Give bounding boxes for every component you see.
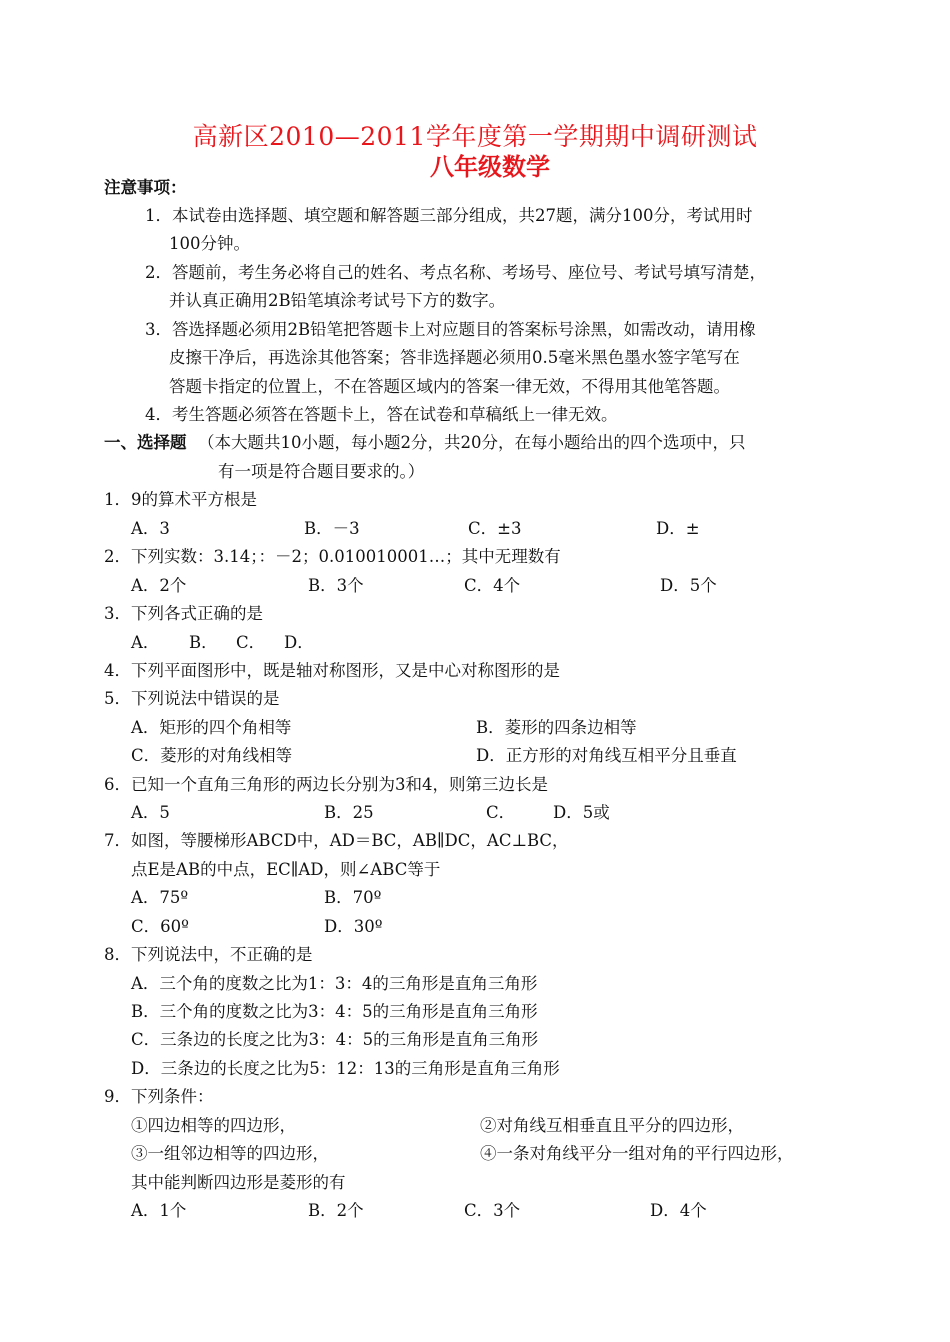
q9-option-b: B．2个 bbox=[308, 1201, 364, 1220]
q9-condition-4: ④一条对角线平分一组对角的平行四边形， bbox=[480, 1144, 794, 1163]
q9-condition-2: ②对角线互相垂直且平分的四边形， bbox=[480, 1116, 744, 1135]
q3-option-d: D． bbox=[284, 633, 314, 652]
q9-option-d: D．4个 bbox=[650, 1201, 707, 1220]
section-1-desc-line-1: （本大题共10小题，每小题2分，共20分，在每小题给出的四个选项中，只 bbox=[198, 433, 746, 452]
q7-option-a: A．75º bbox=[131, 888, 189, 907]
q9-stem: 9．下列条件： bbox=[104, 1087, 214, 1106]
q1-option-c: C．±3 bbox=[468, 519, 522, 538]
q1-option-d: D．± bbox=[656, 519, 700, 538]
exam-subtitle: 八年级数学 bbox=[430, 152, 550, 181]
q4-stem: 4．下列平面图形中，既是轴对称图形，又是中心对称图形的是 bbox=[104, 661, 560, 680]
q5-option-b: B．菱形的四条边相等 bbox=[476, 718, 637, 737]
q2-option-d: D．5个 bbox=[660, 576, 717, 595]
q3-stem: 3．下列各式正确的是 bbox=[104, 604, 263, 623]
note-3-line-3: 答题卡指定的位置上，不在答题区域内的答案一律无效，不得用其他笔答题。 bbox=[169, 377, 730, 396]
q6-option-a: A．5 bbox=[131, 803, 170, 822]
q8-option-d: D．三条边的长度之比为5：12：13的三角形是直角三角形 bbox=[131, 1059, 560, 1078]
q9-option-c: C．3个 bbox=[464, 1201, 521, 1220]
q9-condition-1: ①四边相等的四边形， bbox=[131, 1116, 296, 1135]
q3-option-a: A． bbox=[131, 633, 160, 652]
section-1-desc-line-2: 有一项是符合题目要求的。） bbox=[218, 462, 425, 481]
q3-option-b: B． bbox=[189, 633, 218, 652]
q8-option-c: C．三条边的长度之比为3：4：5的三角形是直角三角形 bbox=[131, 1030, 539, 1049]
q5-option-a: A．矩形的四个角相等 bbox=[131, 718, 292, 737]
q7-option-c: C．60º bbox=[131, 917, 189, 936]
q2-option-c: C．4个 bbox=[464, 576, 521, 595]
q1-option-b: B．－3 bbox=[304, 519, 360, 538]
q3-option-c: C． bbox=[236, 633, 266, 652]
note-2-line-2: 并认真正确用2B铅笔填涂考试号下方的数字。 bbox=[169, 291, 506, 310]
q9-condition-3: ③一组邻边相等的四边形， bbox=[131, 1144, 329, 1163]
q8-option-b: B．三个角的度数之比为3：4：5的三角形是直角三角形 bbox=[131, 1002, 538, 1021]
q6-option-d: D．5或 bbox=[553, 803, 610, 822]
note-4: 4．考生答题必须答在答题卡上，答在试卷和草稿纸上一律无效。 bbox=[145, 405, 618, 424]
note-3-line-2: 皮擦干净后，再选涂其他答案；答非选择题必须用0.5毫米黑色墨水签字笔写在 bbox=[169, 348, 740, 367]
q7-stem-line-2: 点E是AB的中点，EC∥AD，则∠ABC等于 bbox=[131, 860, 441, 879]
note-2-line-1: 2．答题前，考生务必将自己的姓名、考点名称、考场号、座位号、考试号填写清楚， bbox=[145, 263, 766, 282]
q9-tail: 其中能判断四边形是菱形的有 bbox=[131, 1173, 346, 1192]
q9-option-a: A．1个 bbox=[131, 1201, 187, 1220]
q2-option-b: B．3个 bbox=[308, 576, 364, 595]
q2-option-a: A．2个 bbox=[131, 576, 187, 595]
notes-heading: 注意事项： bbox=[104, 178, 187, 197]
q7-option-d: D．30º bbox=[324, 917, 383, 936]
q5-stem: 5．下列说法中错误的是 bbox=[104, 689, 280, 708]
q5-option-d: D．正方形的对角线互相平分且垂直 bbox=[476, 746, 737, 765]
q1-stem: 1．9的算术平方根是 bbox=[104, 490, 257, 509]
section-1-heading: 一、选择题 bbox=[104, 433, 187, 452]
q8-stem: 8．下列说法中，不正确的是 bbox=[104, 945, 313, 964]
q6-option-c: C． bbox=[486, 803, 516, 822]
note-1-line-1: 1．本试卷由选择题、填空题和解答题三部分组成，共27题，满分100分，考试用时 bbox=[145, 206, 753, 225]
q8-option-a: A．三个角的度数之比为1：3：4的三角形是直角三角形 bbox=[131, 974, 538, 993]
q6-option-b: B．25 bbox=[324, 803, 374, 822]
note-3-line-1: 3．答选择题必须用2B铅笔把答题卡上对应题目的答案标号涂黑，如需改动，请用橡 bbox=[145, 320, 756, 339]
q7-option-b: B．70º bbox=[324, 888, 382, 907]
q1-option-a: A．3 bbox=[131, 519, 170, 538]
q5-option-c: C．菱形的对角线相等 bbox=[131, 746, 293, 765]
q7-stem-line-1: 7．如图，等腰梯形ABCD中，AD＝BC，AB∥DC，AC⊥BC， bbox=[104, 831, 569, 850]
q2-stem: 2．下列实数：3.14；：－2；0.010010001…；其中无理数有 bbox=[104, 547, 561, 566]
note-1-line-2: 100分钟。 bbox=[169, 234, 250, 253]
q6-stem: 6．已知一个直角三角形的两边长分别为3和4，则第三边长是 bbox=[104, 775, 548, 794]
exam-title: 高新区2010—2011学年度第一学期期中调研测试 bbox=[192, 122, 758, 151]
